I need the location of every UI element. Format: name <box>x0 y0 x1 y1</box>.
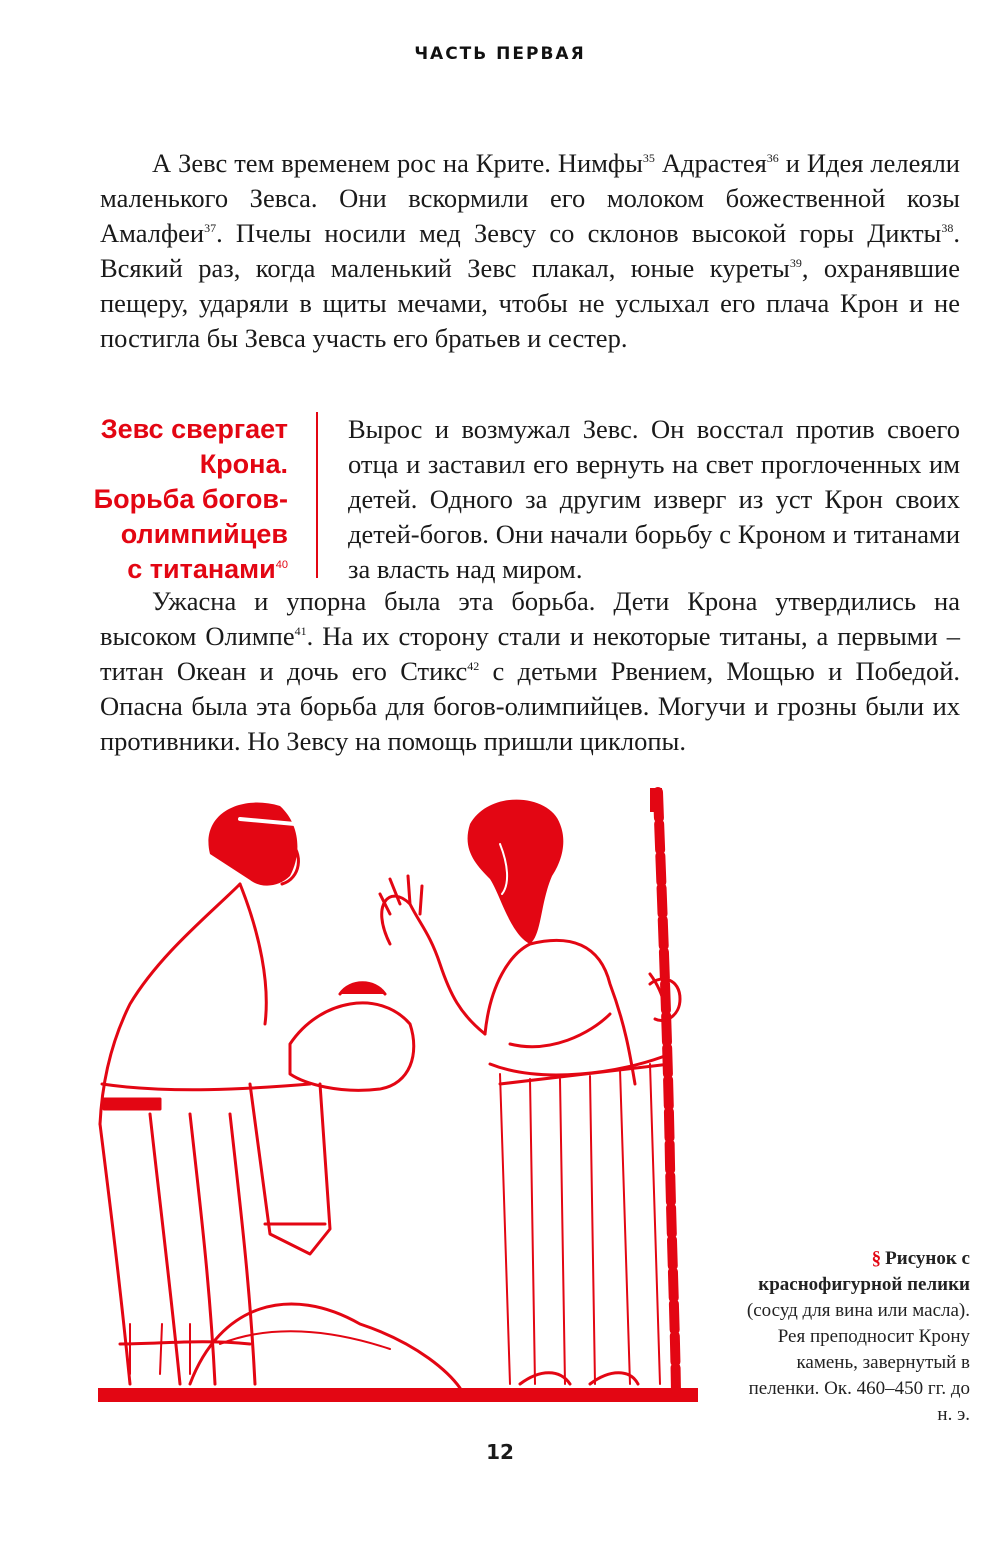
red-figure-pelike-illustration <box>90 784 710 1424</box>
footnote-ref[interactable]: 36 <box>766 151 779 166</box>
paragraph-zeus-crete: А Зевс тем временем рос на Крите. Нимфы$^{35}$ Адрастея$^{36}$ и Идея лелеяли маленького Зевса. Они вскормили его молоком божественной козы Амалфеи$^{37}$. Пчелы носили мед Зевсу со склонов высокой горы Дикты$^{38}$. Всякий раз, когда маленький Зевс плакал, юные куреты$^{39}$, охранявшие пещеру, ударяли в щиты мечами, чтобы не услыхал его плача Крон и не постигла бы Зевса участь его братьев и сестер. <box>100 148 961 353</box>
footnote-ref[interactable]: 40 <box>275 559 288 571</box>
footnote-ref[interactable]: 37 <box>204 221 217 236</box>
figure-caption: § Рисунок с краснофигурной пелики (сосуд для вина или масла). Рея преподносит Крону камень, завернутый в пеленки. Ок. 460–450 гг. до н. э. <box>746 1248 970 1425</box>
footnote-ref[interactable]: 41 <box>294 624 307 639</box>
paragraph-titanomachy: Ужасна и упорна была эта борьба. Дети Крона утвердились на высоком Олимпе$^{41}$. На их сторону стали и некоторые титаны, а первыми – титан Океан и дочь его Стикс$^{42}$ с детьми Рвением, Мощью и Победой. Опасна была эта борьба для богов-олимпийцев. Могучи и грозны были их противники. Но Зевсу на помощь пришли циклопы. <box>100 586 960 756</box>
footnote-ref[interactable]: 42 <box>467 659 480 674</box>
page-number: 12 <box>486 1440 514 1464</box>
section-heading: Зевс свергает Крона. Борьба богов- олимпийцев с титанами$^{40}$ <box>93 414 288 584</box>
footnote-ref[interactable]: 38 <box>941 221 954 236</box>
paragraph-zeus-rebels: Вырос и возмужал Зевс. Он восстал против своего отца и заставил его вернуть на свет проглоченных им детей. Одного за другим изверг из уст Крон своих детей-богов. Они начали борьбу с Кроном и титанами за власть над миром. <box>348 414 960 584</box>
ornament-icon: § <box>871 1248 882 1269</box>
heading-divider <box>316 412 318 578</box>
running-head: ЧАСТЬ ПЕРВАЯ <box>414 44 586 64</box>
footnote-ref[interactable]: 35 <box>642 151 655 166</box>
footnote-ref[interactable]: 39 <box>789 256 802 271</box>
